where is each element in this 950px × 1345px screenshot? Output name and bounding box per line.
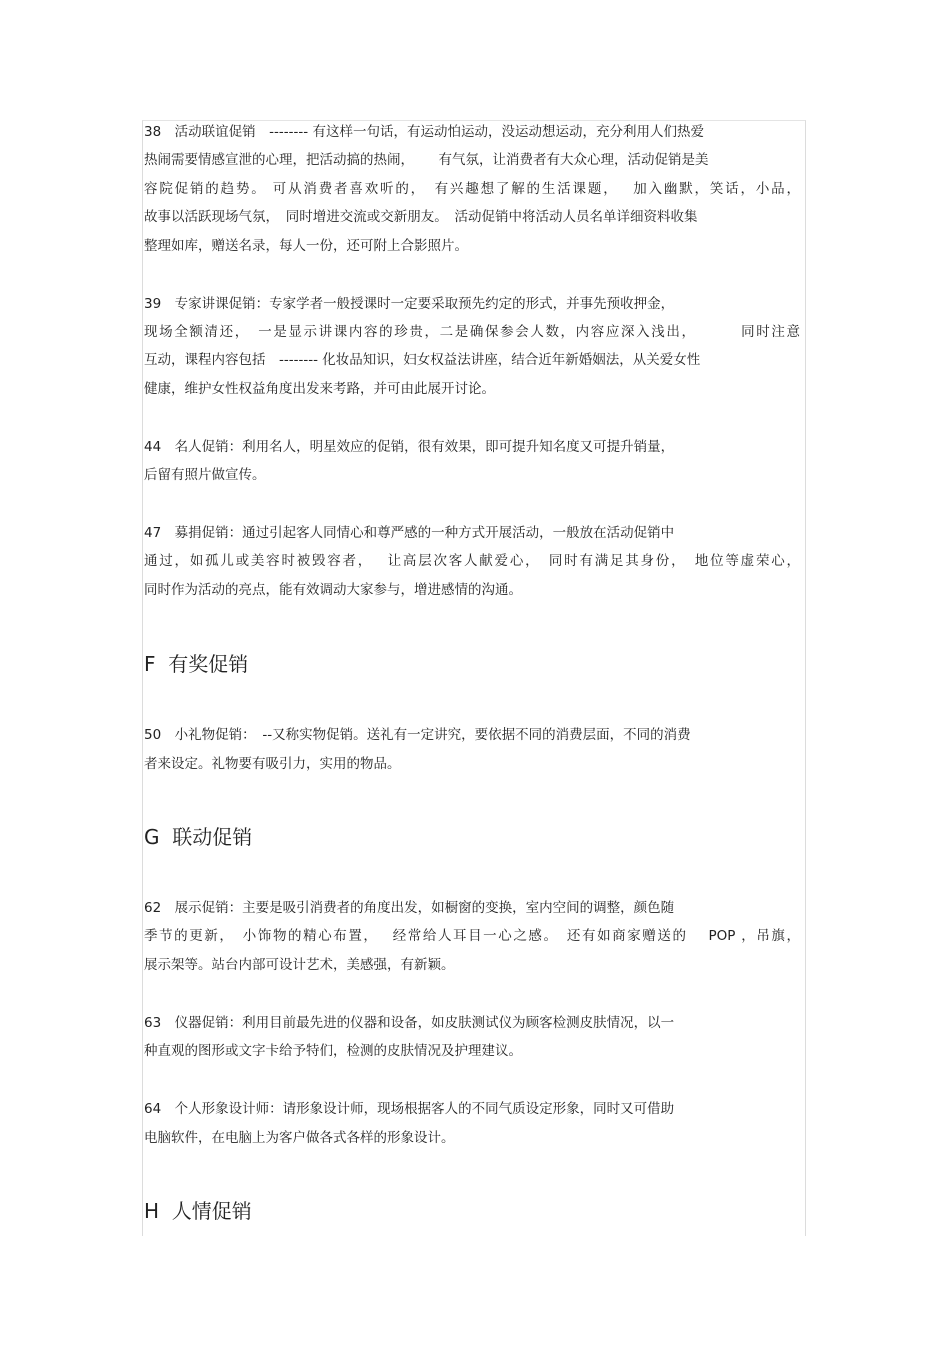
paragraph-line: 热闹需要情感宣泄的心理，把活动搞的热闹， 有气氛，让消费者有大众心理，活动促销是美 xyxy=(144,152,709,168)
paragraph-line: 者来设定。礼物要有吸引力，实用的物品。 xyxy=(144,756,401,772)
paragraph-line: 现场全额清还， 一是显示讲课内容的珍贵，二是确保参会人数，内容应深入浅出， 同时注意 xyxy=(144,324,800,340)
paragraph-line: 后留有照片做宣传。 xyxy=(144,467,266,483)
paragraph-line: 同时作为活动的亮点，能有效调动大家参与，增进感情的沟通。 xyxy=(144,582,522,598)
paragraph-line: 39 专家讲课促销：专家学者一般授课时一定要采取预先约定的形式，并事先预收押金， xyxy=(144,296,675,312)
paragraph-line: 电脑软件，在电脑上为客户做各式各样的形象设计。 xyxy=(144,1130,455,1146)
paragraph-line: 47 募捐促销：通过引起客人同情心和尊严感的一种方式开展活动，一般放在活动促销中 xyxy=(144,525,675,541)
paragraph-line: 64 个人形象设计师：请形象设计师，现场根据客人的不同气质设定形象，同时又可借助 xyxy=(144,1101,675,1117)
paragraph-line: 38 活动联谊促销 -------- 有这样一句话，有运动怕运动，没运动想运动，充分利用人们热爱 xyxy=(144,124,704,140)
paragraph-line: 容院促销的趋势。 可从消费者喜欢听的， 有兴趣想了解的生活课题， 加入幽默，笑话，小品， xyxy=(144,181,800,197)
section-heading: F 有奖促销 xyxy=(144,652,249,676)
paragraph-line: 50 小礼物促销： --又称实物促销。送礼有一定讲究，要依据不同的消费层面，不同的消费 xyxy=(144,727,691,743)
paragraph-line: 62 展示促销：主要是吸引消费者的角度出发，如橱窗的变换，室内空间的调整，颜色随 xyxy=(144,900,675,916)
paragraph-line: 通过，如孤儿或美容时被毁容者， 让高层次客人献爱心， 同时有满足其身份， 地位等虚荣心， xyxy=(144,553,800,569)
paragraph-line: 故事以活跃现场气氛， 同时增进交流或交新朋友。 活动促销中将活动人员名单详细资料收集 xyxy=(144,209,698,225)
paragraph-line: 展示架等。站台内部可设计艺术，美感强，有新颖。 xyxy=(144,957,455,973)
section-heading: G 联动促销 xyxy=(144,825,253,849)
paragraph-line: 整理如库，赠送名录，每人一份，还可附上合影照片。 xyxy=(144,238,468,254)
page-frame xyxy=(142,120,806,1236)
paragraph-line: 健康，维护女性权益角度出发来考路，并可由此展开讨论。 xyxy=(144,381,495,397)
paragraph-line: 季节的更新， 小饰物的精心布置， 经常给人耳目一心之感。 还有如商家赠送的 POP ，吊旗， xyxy=(144,928,800,944)
paragraph-line: 63 仪器促销：利用目前最先进的仪器和设备，如皮肤测试仪为顾客检测皮肤情况，以一 xyxy=(144,1015,675,1031)
paragraph-line: 种直观的图形或文字卡给予特们，检测的皮肤情况及护理建议。 xyxy=(144,1043,522,1059)
paragraph-line: 44 名人促销：利用名人，明星效应的促销，很有效果，即可提升知名度又可提升销量， xyxy=(144,439,675,455)
section-heading: H 人情促销 xyxy=(144,1199,252,1223)
paragraph-line: 互动，课程内容包括 -------- 化妆品知识，妇女权益法讲座，结合近年新婚姻法，从关爱女性 xyxy=(144,352,701,368)
